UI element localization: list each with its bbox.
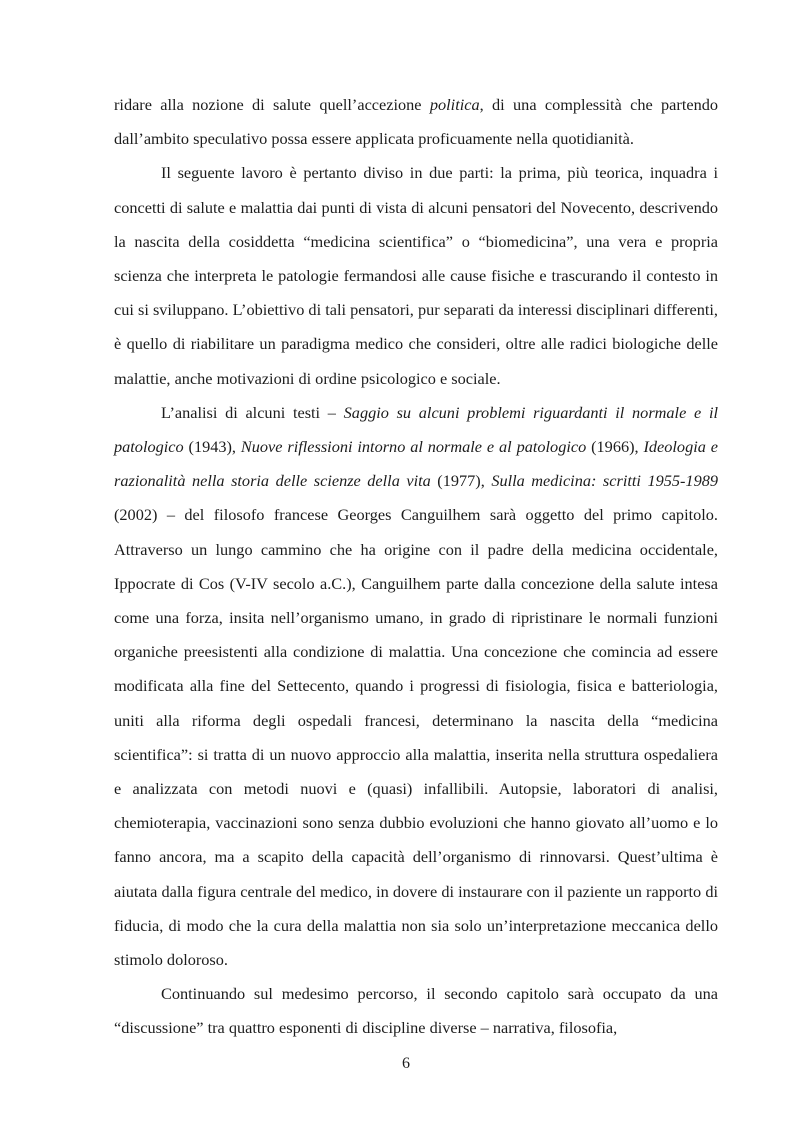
italic-title: Saggio su alcuni problemi riguardanti il normale e il patologico bbox=[114, 402, 718, 457]
text-run: ridare alla nozione di salute quell’accezione bbox=[114, 95, 430, 114]
paragraph bbox=[114, 156, 718, 395]
italic-title: Sulla medicina: scritti 1955-1989 bbox=[491, 471, 718, 491]
italic-title: politica bbox=[429, 95, 480, 114]
paragraph bbox=[114, 977, 718, 1045]
paragraph bbox=[114, 396, 718, 977]
text-run: Il seguente lavoro è pertanto diviso in due parti: la prima, più teorica, inquadra i concetti di salute e malattia dai punti di vista di alcuni pensatori del Novecento, descrivendo la nascita della cosiddetta “medicina scientifica” o “biomedicina”, una vera e propria scienza che interpreta le patologie fermandosi alle cause fisiche e trascurando il contesto in cui si sviluppano. L’obiettivo di tali pensatori, pur separati da interessi disciplinari differenti, è quello di riabilitare un paradigma medico che consideri, oltre alle radici biologiche delle malattie, anche motivazioni di ordine psicologico e sociale. bbox=[114, 163, 718, 388]
text-run: (1966), bbox=[586, 437, 644, 457]
text-run: (2002) – del filosofo francese Georges Canguilhem sarà oggetto del primo capitolo. Attraverso un lungo cammino che ha origine con il padre della medicina occidentale, Ippocrate di Cos (V-IV secolo a.C.), Canguilhem parte dalla concezione della salute intesa come una forza, insita nell’organismo umano, in grado di ripristinare le normali funzioni organiche preesistenti alla condizione di malattia. Una concezione che comincia ad essere modificata alla fine del Settecento, quando i progressi di fisiologia, fisica e batteriologia, uniti alla riforma degli ospedali francesi, determinano la nascita della “medicina scientifica”: si tratta di un nuovo approccio alla malattia, inserita nella struttura ospedaliera e analizzata con metodi nuovi e (quasi) infallibili. Autopsie, laboratori di analisi, chemioterapia, vaccinazioni sono senza dubbio evoluzioni che hanno giovato all’uomo e lo fanno ancora, ma a scapito della capacità dell’organismo di rinnovarsi. Quest’ultima è aiutata dalla figura centrale del medico, in dovere di instaurare con il paziente un rapporto di fiducia, di modo che la cura della malattia non sia solo un’interpretazione meccanica dello stimolo doloroso. bbox=[114, 505, 718, 970]
text-run: (1943), bbox=[183, 437, 241, 457]
text-run: Continuando sul medesimo percorso, il secondo capitolo sarà occupato da una “discussione” tra quattro esponenti di discipline diverse – narrativa, filosofia, bbox=[114, 984, 718, 1038]
document-body bbox=[114, 88, 718, 1046]
text-run: L’analisi di alcuni testi – bbox=[161, 402, 344, 422]
text-run: , di una complessità che partendo dall’ambito speculativo possa essere applicata proficuamente nella quotidianità. bbox=[114, 95, 719, 149]
text-run: (1977), bbox=[430, 471, 492, 491]
italic-title: Ideologia e razionalità nella storia delle scienze della vita bbox=[114, 437, 718, 491]
paragraph bbox=[114, 88, 718, 156]
italic-title: Nuove riflessioni intorno al normale e al patologico bbox=[240, 437, 587, 457]
page-number: 6 bbox=[402, 1055, 410, 1072]
